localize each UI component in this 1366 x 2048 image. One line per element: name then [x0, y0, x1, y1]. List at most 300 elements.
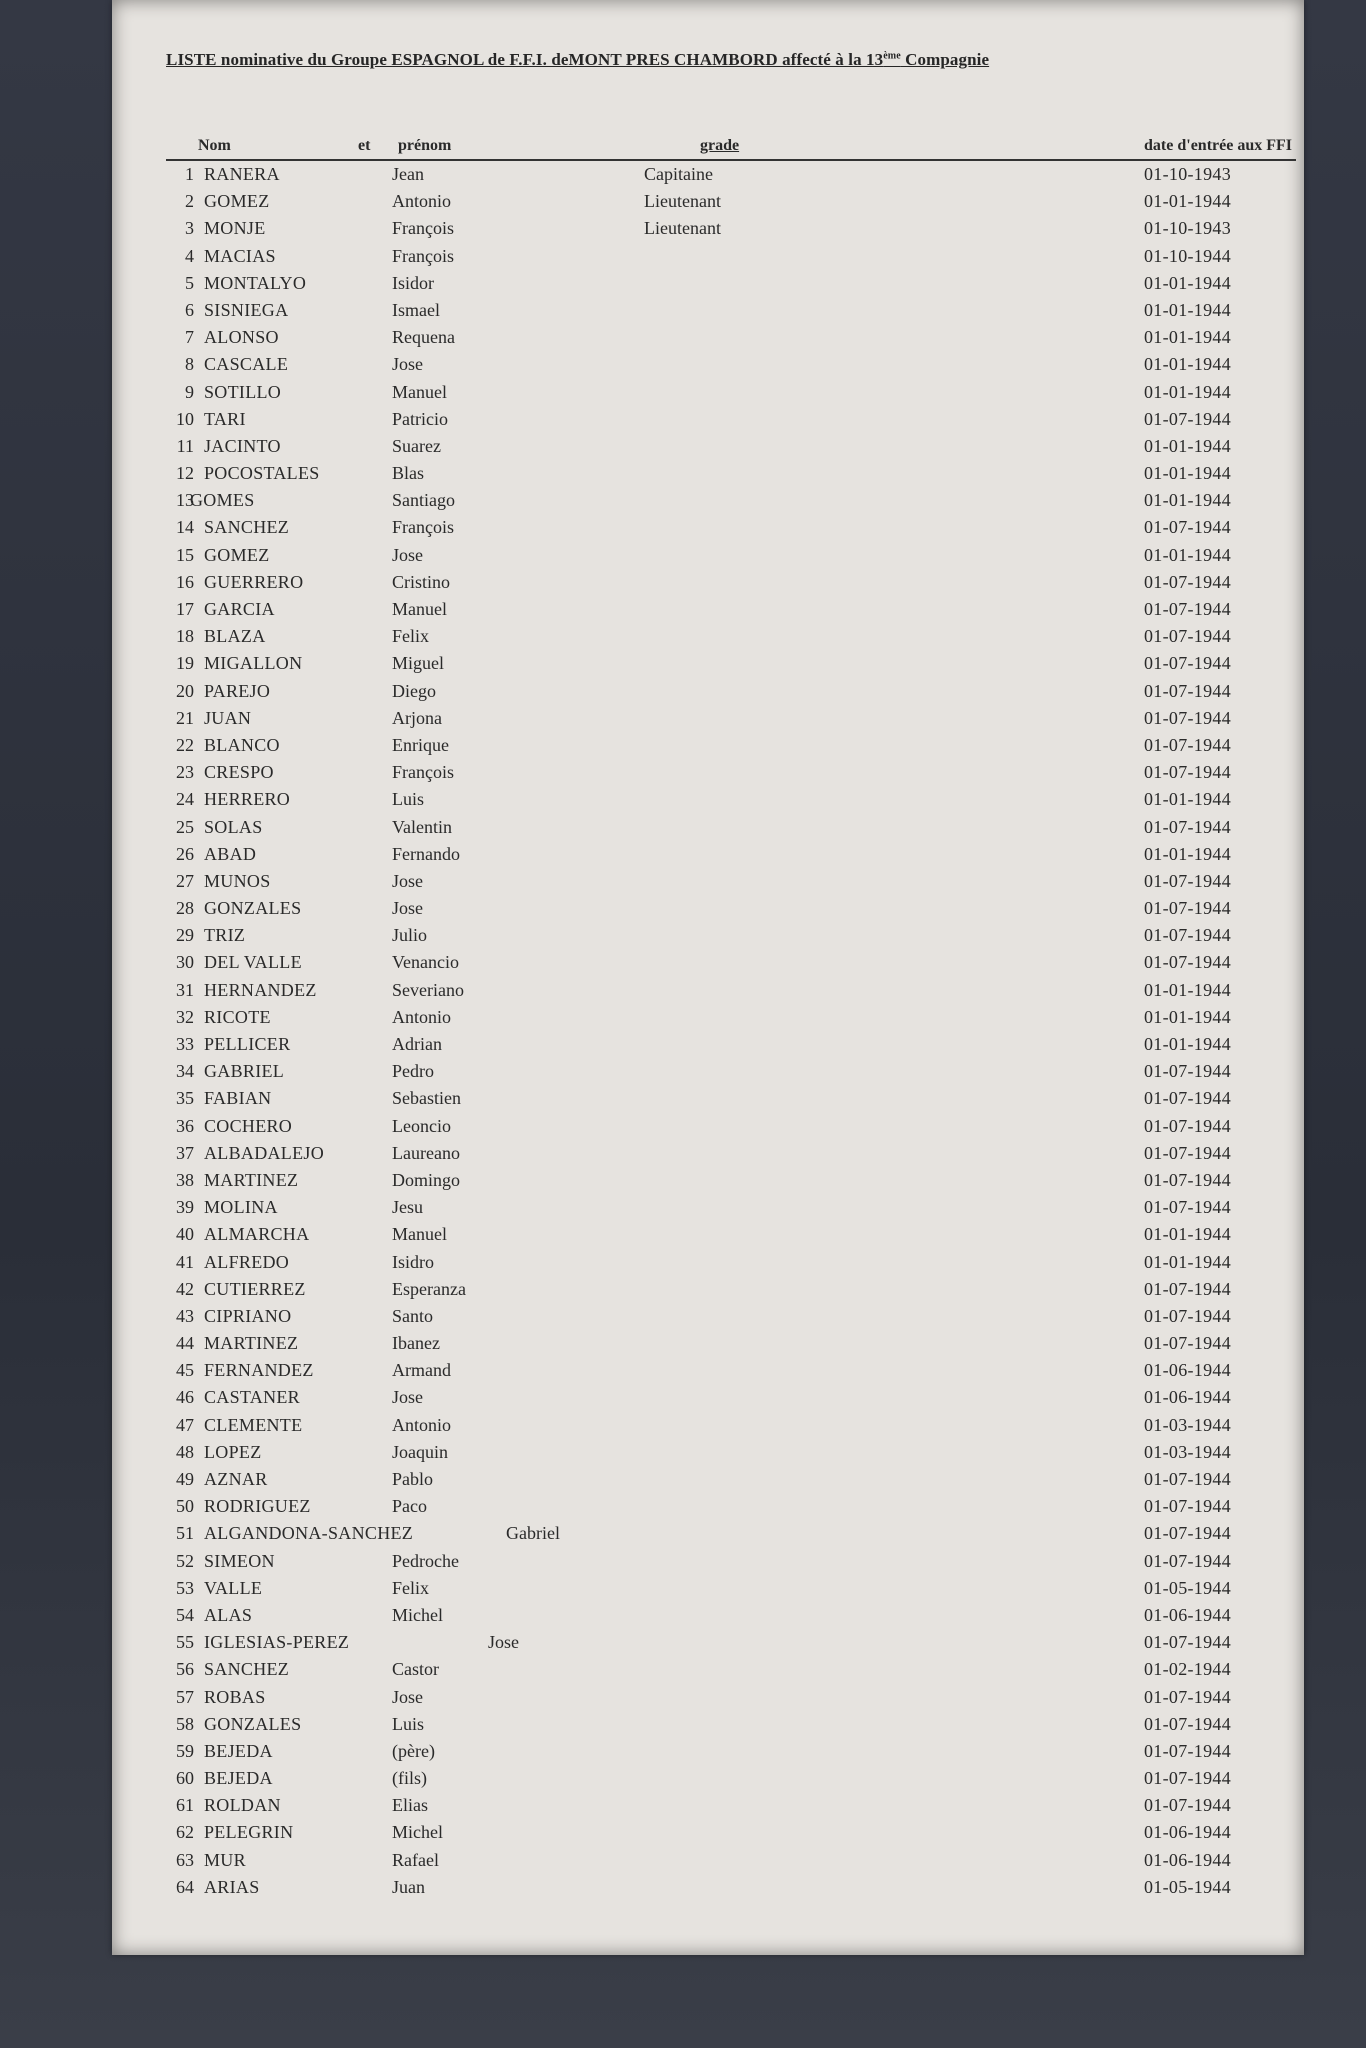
table-row	[166, 515, 1296, 542]
row-prenom: Antonio	[392, 191, 452, 212]
table-row	[166, 1657, 1296, 1684]
row-number: 29	[176, 925, 194, 946]
table-row	[166, 1385, 1296, 1412]
row-number: 44	[176, 1333, 194, 1354]
row-number: 5	[185, 272, 194, 293]
row-prenom: Antonio	[392, 1414, 452, 1435]
table-row	[166, 869, 1296, 896]
row-number: 7	[185, 327, 194, 348]
row-prenom: Jose	[392, 870, 423, 891]
table-row	[166, 1413, 1296, 1440]
row-number: 27	[176, 870, 194, 891]
row-nom: PELLICER	[204, 1034, 291, 1054]
row-number: 36	[176, 1115, 194, 1136]
row-nom: POCOSTALES	[204, 463, 320, 484]
row-prenom: Ismael	[392, 299, 440, 320]
row-prenom: Julio	[392, 925, 428, 946]
row-prenom: Felix	[392, 1577, 430, 1598]
table-row	[166, 1086, 1296, 1113]
row-grade: Lieutenant	[644, 218, 721, 239]
row-date: 01-07-1944	[1144, 1169, 1231, 1190]
row-date: 01-07-1944	[1144, 1768, 1231, 1789]
row-date: 01-10-1943	[1144, 218, 1231, 239]
row-nom: RODRIGUEZ	[204, 1496, 311, 1517]
row-nom: ALFREDO	[204, 1251, 290, 1272]
row-prenom: François	[392, 762, 454, 783]
table-row	[166, 543, 1296, 570]
row-number: 49	[176, 1469, 194, 1489]
row-nom: SOTILLO	[204, 381, 282, 402]
row-nom: CRESPO	[204, 762, 274, 783]
row-nom: CUTIERREZ	[204, 1278, 306, 1299]
row-date: 01-06-1944	[1144, 1387, 1231, 1408]
header-date: date d'entrée aux FFI	[1144, 137, 1292, 154]
row-date: 01-01-1944	[1144, 789, 1231, 810]
row-prenom: Manuel	[392, 599, 447, 619]
row-date: 01-07-1944	[1144, 1686, 1231, 1707]
row-date: 01-07-1944	[1144, 1713, 1231, 1734]
title-superscript: ème	[883, 50, 901, 62]
table-row	[166, 1494, 1296, 1521]
row-number: 4	[185, 245, 194, 266]
title-end: Compagnie	[900, 50, 990, 69]
row-nom: ALONSO	[204, 327, 279, 348]
row-prenom: Jose	[392, 1686, 423, 1707]
row-nom: MARTINEZ	[204, 1333, 299, 1354]
row-prenom: Jean	[392, 164, 424, 184]
row-number: 9	[185, 381, 194, 402]
table-row	[166, 271, 1296, 298]
table-row	[166, 1793, 1296, 1820]
row-number: 52	[176, 1550, 194, 1571]
row-nom: FERNANDEZ	[204, 1360, 314, 1381]
row-nom: CASCALE	[204, 354, 289, 375]
row-prenom: Patricio	[392, 408, 448, 429]
row-nom: GOMEZ	[204, 191, 270, 212]
row-nom: MARTINEZ	[204, 1169, 299, 1190]
table-row	[166, 1195, 1296, 1222]
row-prenom: Manuel	[392, 1224, 447, 1245]
row-number: 50	[176, 1496, 194, 1517]
row-date: 01-01-1944	[1144, 979, 1231, 1000]
row-date: 01-01-1944	[1144, 435, 1231, 456]
row-date: 01-07-1944	[1144, 925, 1231, 946]
table-row	[166, 1712, 1296, 1739]
row-date: 01-07-1944	[1144, 626, 1231, 647]
table-row	[166, 1277, 1296, 1304]
table-row	[166, 1576, 1296, 1603]
table-row	[166, 461, 1296, 488]
roster-table	[166, 162, 1296, 1902]
table-row	[166, 1521, 1296, 1548]
row-nom: ROBAS	[204, 1686, 266, 1707]
document-title	[166, 50, 1266, 70]
table-row	[166, 352, 1296, 379]
row-number: 47	[176, 1414, 194, 1435]
table-row	[166, 434, 1296, 461]
row-date: 01-07-1944	[1144, 1197, 1231, 1218]
row-prenom: Adrian	[392, 1034, 442, 1054]
table-row	[166, 298, 1296, 325]
row-number: 43	[176, 1305, 194, 1326]
table-row	[166, 1250, 1296, 1277]
row-prenom: Isidor	[392, 272, 434, 293]
row-date: 01-07-1944	[1144, 762, 1231, 783]
row-nom: MONTALYO	[204, 272, 307, 293]
row-prenom: Juan	[392, 1876, 425, 1897]
row-nom: PAREJO	[204, 680, 271, 701]
row-prenom: Pedro	[392, 1061, 434, 1082]
table-row	[166, 1848, 1296, 1875]
row-nom: FABIAN	[204, 1088, 272, 1109]
row-number: 60	[176, 1768, 194, 1789]
row-number: 3	[185, 218, 194, 239]
row-prenom: Armand	[392, 1360, 451, 1381]
row-date: 01-01-1944	[1144, 272, 1231, 293]
row-number: 45	[176, 1360, 194, 1381]
header-et: et	[358, 137, 371, 154]
row-date: 01-07-1944	[1144, 1550, 1231, 1571]
table-row	[166, 787, 1296, 814]
row-nom: BLAZA	[204, 626, 266, 647]
row-nom: AZNAR	[204, 1469, 268, 1489]
row-number: 34	[176, 1061, 194, 1082]
row-number: 11	[176, 435, 194, 456]
row-prenom: Michel	[392, 1604, 443, 1625]
row-nom: HERRERO	[204, 789, 291, 810]
table-row	[166, 1603, 1296, 1630]
row-nom: GUERRERO	[204, 571, 304, 592]
row-nom: SIMEON	[204, 1550, 275, 1571]
row-prenom: Fernando	[392, 843, 460, 864]
title-text: LISTE nominative du Groupe ESPAGNOL de F.F.I. deMONT PRES CHAMBORD affecté à la 13	[166, 50, 884, 69]
table-row	[166, 706, 1296, 733]
row-date: 01-03-1944	[1144, 1441, 1231, 1462]
row-number: 15	[176, 544, 194, 565]
row-date: 01-07-1944	[1144, 1740, 1231, 1761]
row-date: 01-01-1944	[1144, 299, 1231, 320]
row-nom: GABRIEL	[204, 1061, 285, 1082]
row-prenom: Suarez	[392, 435, 441, 456]
row-number: 31	[176, 979, 194, 1000]
table-row	[166, 1440, 1296, 1467]
table-row	[166, 896, 1296, 923]
row-prenom: François	[392, 218, 454, 239]
row-nom: MACIAS	[204, 245, 276, 266]
row-date: 01-06-1944	[1144, 1849, 1231, 1870]
table-row	[166, 978, 1296, 1005]
row-number: 33	[176, 1034, 194, 1054]
table-header	[166, 135, 1296, 161]
row-prenom: Elias	[392, 1795, 428, 1816]
row-number: 1	[185, 164, 194, 184]
row-nom: GONZALES	[204, 1713, 302, 1734]
row-nom: SOLAS	[204, 816, 263, 837]
table-row	[166, 1141, 1296, 1168]
row-prenom: Diego	[392, 680, 436, 701]
row-number: 30	[176, 952, 194, 973]
row-number: 18	[176, 626, 194, 647]
table-row	[166, 760, 1296, 787]
row-number: 6	[185, 299, 194, 320]
row-prenom: Felix	[392, 626, 430, 647]
row-number: 39	[176, 1197, 194, 1218]
row-number: 41	[176, 1251, 194, 1272]
row-nom: TRIZ	[204, 925, 246, 946]
row-prenom: François	[392, 517, 454, 538]
row-nom: BEJEDA	[204, 1740, 273, 1761]
row-prenom: (fils)	[392, 1768, 427, 1789]
row-date: 01-07-1944	[1144, 1523, 1231, 1544]
row-nom: CIPRIANO	[204, 1305, 292, 1326]
row-number: 25	[176, 816, 194, 837]
row-nom: GONZALES	[204, 898, 302, 919]
row-nom: BLANCO	[204, 734, 280, 755]
row-date: 01-07-1944	[1144, 870, 1231, 891]
row-nom: ARIAS	[204, 1876, 260, 1897]
row-nom: VALLE	[204, 1577, 263, 1598]
row-nom: TARI	[204, 408, 246, 429]
row-nom: PELEGRIN	[204, 1822, 294, 1843]
row-nom: CASTANER	[204, 1387, 300, 1408]
row-number: 37	[176, 1142, 194, 1163]
table-row	[166, 244, 1296, 271]
document-sheet	[112, 0, 1304, 1955]
row-prenom: Valentin	[392, 816, 452, 837]
table-row	[166, 1304, 1296, 1331]
table-row	[166, 380, 1296, 407]
table-row	[166, 1331, 1296, 1358]
table-row	[166, 651, 1296, 678]
row-prenom: Paco	[392, 1496, 427, 1517]
row-nom: COCHERO	[204, 1115, 293, 1136]
table-row	[166, 679, 1296, 706]
row-prenom: Jose	[392, 1387, 423, 1408]
row-number: 57	[176, 1686, 194, 1707]
row-prenom: Severiano	[392, 979, 464, 1000]
row-grade: Lieutenant	[644, 191, 721, 212]
row-number: 32	[176, 1006, 194, 1027]
row-prenom: Pablo	[392, 1469, 434, 1489]
row-date: 01-07-1944	[1144, 680, 1231, 701]
row-date: 01-07-1944	[1144, 408, 1231, 429]
row-prenom: Luis	[392, 789, 425, 810]
row-prenom: Enrique	[392, 734, 449, 755]
table-row	[166, 1358, 1296, 1385]
row-nom: BEJEDA	[204, 1768, 273, 1789]
row-number: 46	[176, 1387, 194, 1408]
row-prenom: Manuel	[392, 381, 447, 402]
row-prenom: Jose	[392, 354, 423, 375]
row-prenom: Castor	[392, 1659, 439, 1680]
row-nom: ALGANDONA-SANCHEZ	[204, 1523, 414, 1544]
row-date: 01-03-1944	[1144, 1414, 1231, 1435]
table-row	[166, 189, 1296, 216]
row-prenom: Requena	[392, 327, 455, 348]
row-nom: RICOTE	[204, 1006, 271, 1027]
row-date: 01-01-1944	[1144, 381, 1231, 402]
row-date: 01-07-1944	[1144, 517, 1231, 538]
row-number: 16	[176, 571, 194, 592]
row-nom: SANCHEZ	[204, 1659, 290, 1680]
row-number: 59	[176, 1740, 194, 1761]
row-prenom: Joaquin	[392, 1441, 448, 1462]
row-nom: DEL VALLE	[204, 952, 302, 973]
table-row	[166, 624, 1296, 651]
row-number: 40	[176, 1224, 194, 1245]
table-row	[166, 1766, 1296, 1793]
row-number: 55	[176, 1632, 194, 1653]
table-row	[166, 597, 1296, 624]
row-prenom: Antonio	[392, 1006, 452, 1027]
row-date: 01-07-1944	[1144, 1469, 1231, 1489]
row-date: 01-07-1944	[1144, 1115, 1231, 1136]
row-number: 28	[176, 898, 194, 919]
table-row	[166, 325, 1296, 352]
row-date: 01-10-1944	[1144, 245, 1231, 266]
row-nom: LOPEZ	[204, 1441, 262, 1462]
row-date: 01-01-1944	[1144, 1251, 1231, 1272]
row-nom: ALBADALEJO	[204, 1142, 324, 1163]
row-prenom: Esperanza	[392, 1278, 466, 1299]
table-row	[166, 216, 1296, 243]
header-grade: grade	[700, 137, 740, 154]
table-row	[166, 1467, 1296, 1494]
row-number: 24	[176, 789, 194, 810]
row-prenom: (père)	[392, 1740, 435, 1761]
row-date: 01-01-1944	[1144, 354, 1231, 375]
row-prenom: Laureano	[392, 1142, 460, 1163]
table-row	[166, 1059, 1296, 1086]
row-prenom: Luis	[392, 1713, 425, 1734]
row-grade: Capitaine	[644, 164, 713, 184]
row-nom: MUNOS	[204, 870, 271, 891]
row-date: 01-07-1944	[1144, 1333, 1231, 1354]
row-date: 01-10-1943	[1144, 164, 1231, 184]
row-date: 01-07-1944	[1144, 599, 1231, 619]
row-prenom: Sebastien	[392, 1088, 461, 1109]
row-prenom: Miguel	[392, 653, 444, 674]
row-number: 2	[185, 191, 194, 212]
row-number: 56	[176, 1659, 194, 1680]
row-number: 13	[176, 490, 194, 511]
table-row	[166, 1032, 1296, 1059]
row-number: 61	[176, 1795, 194, 1816]
row-date: 01-02-1944	[1144, 1659, 1231, 1680]
row-number: 64	[176, 1876, 194, 1897]
row-prenom: Isidro	[392, 1251, 434, 1272]
row-date: 01-07-1944	[1144, 952, 1231, 973]
row-date: 01-07-1944	[1144, 653, 1231, 674]
row-nom: CLEMENTE	[204, 1414, 303, 1435]
row-date: 01-01-1944	[1144, 1034, 1231, 1054]
row-number: 42	[176, 1278, 194, 1299]
row-date: 01-06-1944	[1144, 1360, 1231, 1381]
table-row	[166, 1820, 1296, 1847]
row-date: 01-07-1944	[1144, 707, 1231, 728]
row-number: 38	[176, 1169, 194, 1190]
row-number: 20	[176, 680, 194, 701]
row-date: 01-06-1944	[1144, 1604, 1231, 1625]
row-number: 54	[176, 1604, 194, 1625]
row-date: 01-05-1944	[1144, 1876, 1231, 1897]
row-date: 01-01-1944	[1144, 490, 1231, 511]
row-date: 01-01-1944	[1144, 463, 1231, 484]
row-date: 01-07-1944	[1144, 1061, 1231, 1082]
row-number: 26	[176, 843, 194, 864]
row-prenom: Leoncio	[392, 1115, 451, 1136]
row-nom: ROLDAN	[204, 1795, 281, 1816]
row-prenom: Domingo	[392, 1169, 461, 1190]
row-nom: ABAD	[204, 843, 257, 864]
table-row	[166, 923, 1296, 950]
row-prenom: Jesu	[392, 1197, 423, 1218]
row-date: 01-07-1944	[1144, 1632, 1231, 1653]
table-row	[166, 1630, 1296, 1657]
row-date: 01-01-1944	[1144, 1224, 1231, 1245]
row-date: 01-07-1944	[1144, 734, 1231, 755]
table-row	[166, 1549, 1296, 1576]
row-date: 01-05-1944	[1144, 1577, 1231, 1598]
row-prenom: Jose	[392, 544, 423, 565]
row-date: 01-07-1944	[1144, 1142, 1231, 1163]
row-number: 35	[176, 1088, 194, 1109]
row-number: 22	[176, 734, 194, 755]
table-row	[166, 1168, 1296, 1195]
table-row	[166, 407, 1296, 434]
table-row	[166, 570, 1296, 597]
table-row	[166, 1222, 1296, 1249]
table-row	[166, 1685, 1296, 1712]
row-prenom: Jose	[392, 898, 423, 919]
row-date: 01-01-1944	[1144, 843, 1231, 864]
table-row	[166, 950, 1296, 977]
row-prenom: Santo	[392, 1305, 434, 1326]
row-nom: GOMEZ	[204, 544, 270, 565]
row-prenom: Santiago	[392, 490, 455, 511]
table-row	[166, 1739, 1296, 1766]
row-date: 01-01-1944	[1144, 191, 1231, 212]
row-number: 12	[176, 463, 194, 484]
row-date: 01-01-1944	[1144, 544, 1231, 565]
row-nom: SANCHEZ	[204, 517, 290, 538]
row-prenom: Rafael	[392, 1849, 439, 1870]
row-number: 63	[176, 1849, 194, 1870]
table-row	[166, 842, 1296, 869]
table-row	[166, 815, 1296, 842]
row-date: 01-06-1944	[1144, 1822, 1231, 1843]
row-nom: JUAN	[204, 707, 252, 728]
row-date: 01-01-1944	[1144, 327, 1231, 348]
row-prenom: Arjona	[392, 707, 442, 728]
row-date: 01-07-1944	[1144, 571, 1231, 592]
row-nom: IGLESIAS-PEREZ	[204, 1632, 350, 1653]
row-number: 17	[176, 599, 194, 619]
row-nom: MUR	[204, 1849, 246, 1870]
row-prenom: Pedroche	[392, 1550, 459, 1571]
table-row	[166, 1114, 1296, 1141]
row-number: 8	[185, 354, 194, 375]
header-nom: Nom	[198, 137, 231, 154]
row-prenom: Jose	[488, 1632, 519, 1653]
row-number: 48	[176, 1441, 194, 1462]
row-nom: RANERA	[204, 164, 280, 184]
table-row	[166, 733, 1296, 760]
row-number: 14	[176, 517, 194, 538]
row-date: 01-07-1944	[1144, 898, 1231, 919]
header-prenom: prénom	[398, 137, 452, 154]
table-row	[166, 1005, 1296, 1032]
